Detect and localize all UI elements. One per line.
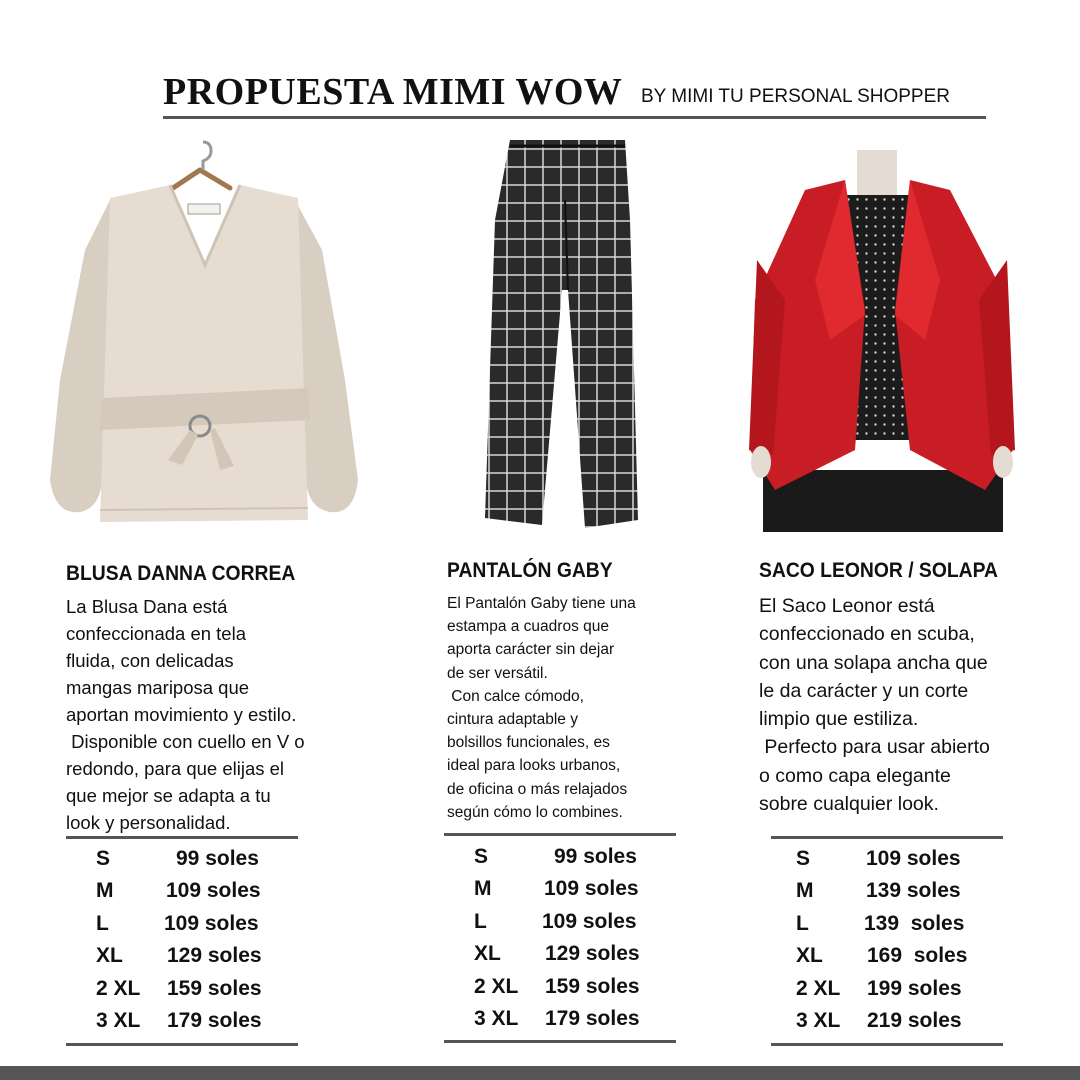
divider: [66, 836, 298, 839]
product-title-blouse: BLUSA DANNA CORREA: [66, 562, 296, 585]
page-subtitle: BY MIMI TU PERSONAL SHOPPER: [641, 86, 951, 107]
jacket-photo: [745, 150, 1020, 532]
divider: [444, 1040, 676, 1043]
pants-photo: [480, 140, 640, 535]
divider: [444, 833, 676, 836]
product-description-blouse: La Blusa Dana está confeccionada en tela fluida, con delicadas mangas mariposa que aportan movimiento y estilo. Disponible con cuello en V o redondo, para que elijas el que mejor se adapta a tu look y personalidad.: [66, 596, 305, 833]
product-title-jacket: SACO LEONOR / SOLAPA: [759, 559, 999, 582]
product-description-jacket: El Saco Leonor está confeccionado en scuba, con una solapa ancha que le da carácter y un corte limpio que estiliza. Perfecto para usar abierto o como capa elegante sobre cualquier look.: [759, 595, 990, 816]
page-title: PROPUESTA MIMI WOW: [163, 71, 623, 113]
header: [163, 70, 986, 119]
divider: [771, 1043, 1003, 1046]
product-title-pants: PANTALÓN GABY: [447, 559, 613, 582]
product-description-pants: El Pantalón Gaby tiene una estampa a cuadros que aporta carácter sin dejar de ser versátil. Con calce cómodo, cintura adaptable y bolsillos funcionales, es ideal para looks urbanos, de oficina o más relajados según cómo lo combines.: [447, 595, 636, 821]
divider: [771, 836, 1003, 839]
blouse-photo: [40, 130, 370, 535]
divider: [66, 1043, 298, 1046]
bottom-bar: [0, 1066, 1080, 1080]
